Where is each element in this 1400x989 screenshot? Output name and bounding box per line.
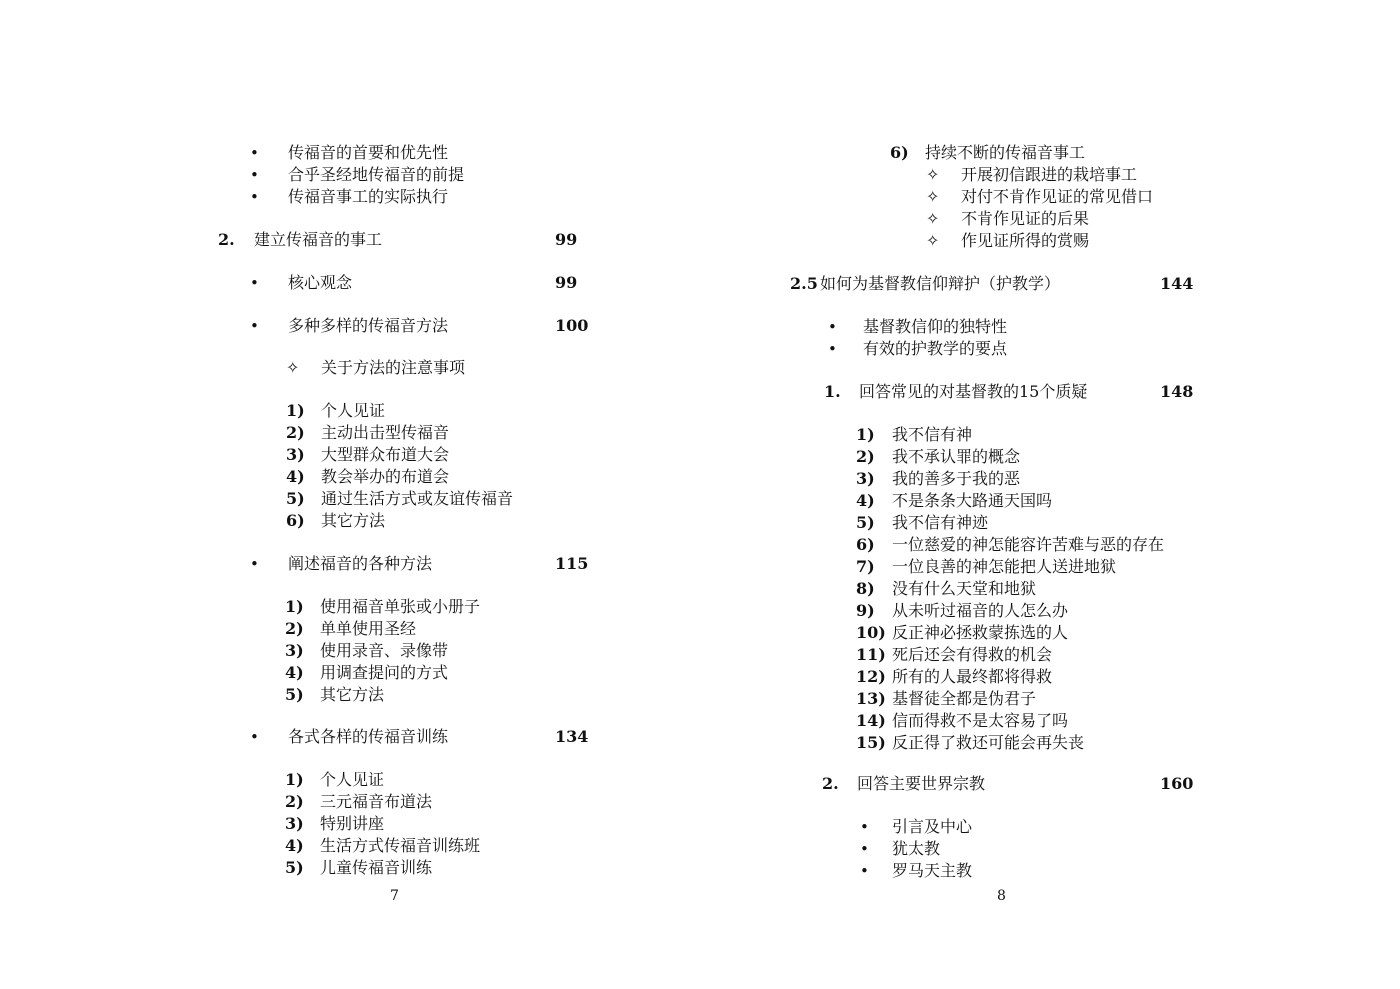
- entry-title: 回答主要世界宗教: [857, 774, 986, 793]
- diamond-icon: ✧: [926, 231, 940, 250]
- entry-number: 2.: [822, 774, 839, 793]
- entry-number: 8): [856, 579, 875, 598]
- left-page-number: 7: [390, 888, 399, 904]
- entry-title: 个人见证: [321, 401, 386, 420]
- entry-number: 4): [856, 491, 875, 510]
- bullet-icon: •: [828, 318, 837, 336]
- entry-title: 所有的人最终都将得救: [892, 667, 1053, 686]
- entry-title: 传福音事工的实际执行: [288, 187, 449, 206]
- entry-number: 5): [285, 685, 304, 704]
- entry-number: 3): [285, 641, 304, 660]
- entry-number: 3): [856, 469, 875, 488]
- entry-number: 5): [856, 513, 875, 532]
- entry-title: 其它方法: [320, 685, 385, 704]
- entry-title: 我的善多于我的恶: [892, 469, 1021, 488]
- entry-title: 持续不断的传福音事工: [925, 143, 1086, 162]
- entry-title: 一位慈爱的神怎能容许苦难与恶的存在: [892, 535, 1165, 554]
- entry-number: 6): [286, 511, 305, 530]
- entry-title: 没有什么天堂和地狱: [892, 579, 1037, 598]
- entry-title: 我不信有神迹: [892, 513, 989, 532]
- entry-title: 作见证所得的赏赐: [961, 231, 1090, 250]
- entry-number: 1): [286, 401, 305, 420]
- entry-page-number: 99: [555, 273, 578, 292]
- diamond-icon: ✧: [926, 165, 940, 184]
- bullet-icon: •: [250, 317, 259, 335]
- bullet-icon: •: [828, 340, 837, 358]
- entry-number: 6): [890, 143, 909, 162]
- diamond-icon: ✧: [286, 358, 300, 377]
- entry-title: 核心观念: [288, 273, 353, 292]
- entry-title: 大型群众布道大会: [321, 445, 450, 464]
- entry-number: 10): [856, 623, 886, 642]
- entry-number: 7): [856, 557, 875, 576]
- entry-number: 4): [285, 663, 304, 682]
- bullet-icon: •: [250, 166, 259, 184]
- bullet-icon: •: [250, 188, 259, 206]
- entry-page-number: 100: [555, 316, 589, 335]
- entry-number: 11): [856, 645, 886, 664]
- entry-number: 2): [285, 619, 304, 638]
- entry-title: 阐述福音的各种方法: [288, 554, 433, 573]
- entry-title: 罗马天主教: [892, 861, 973, 880]
- entry-page-number: 160: [1160, 774, 1194, 793]
- entry-title: 信而得救不是太容易了吗: [892, 711, 1069, 730]
- entry-number: 14): [856, 711, 886, 730]
- entry-number: 4): [286, 467, 305, 486]
- entry-number: 6): [856, 535, 875, 554]
- entry-title: 特别讲座: [320, 814, 385, 833]
- entry-title: 对付不肯作见证的常见借口: [961, 187, 1154, 206]
- entry-title: 通过生活方式或友谊传福音: [321, 489, 514, 508]
- entry-title: 主动出击型传福音: [321, 423, 450, 442]
- entry-title: 反正得了救还可能会再失丧: [892, 733, 1085, 752]
- entry-title: 我不信有神: [892, 425, 973, 444]
- entry-title: 用调查提问的方式: [320, 663, 449, 682]
- entry-number: 3): [285, 814, 304, 833]
- entry-title: 传福音的首要和优先性: [288, 143, 449, 162]
- entry-title: 死后还会有得救的机会: [892, 645, 1053, 664]
- entry-number: 3): [286, 445, 305, 464]
- entry-title: 单单使用圣经: [320, 619, 417, 638]
- entry-number: 5): [286, 489, 305, 508]
- entry-number: 4): [285, 836, 304, 855]
- entry-title: 基督徒全都是伪君子: [892, 689, 1037, 708]
- entry-page-number: 148: [1160, 382, 1194, 401]
- entry-number: 5): [285, 858, 304, 877]
- entry-title: 从未听过福音的人怎么办: [892, 601, 1069, 620]
- right-page-number: 8: [997, 888, 1006, 904]
- entry-title: 反正神必拯救蒙拣选的人: [892, 623, 1069, 642]
- entry-number: 9): [856, 601, 875, 620]
- bullet-icon: •: [860, 818, 869, 836]
- entry-number: 1): [856, 425, 875, 444]
- entry-number: 1): [285, 597, 304, 616]
- entry-title: 犹太教: [892, 839, 941, 858]
- bullet-icon: •: [250, 555, 259, 573]
- entry-title: 开展初信跟进的栽培事工: [961, 165, 1138, 184]
- right-page: [700, 0, 1400, 989]
- diamond-icon: ✧: [926, 187, 940, 206]
- bullet-icon: •: [860, 840, 869, 858]
- entry-title: 回答常见的对基督教的15个质疑: [859, 382, 1088, 401]
- entry-number: 1.: [824, 382, 841, 401]
- entry-number: 13): [856, 689, 886, 708]
- entry-number: 12): [856, 667, 886, 686]
- entry-title: 儿童传福音训练: [320, 858, 433, 877]
- entry-number: 2.5: [790, 274, 818, 293]
- entry-title: 各式各样的传福音训练: [288, 727, 449, 746]
- entry-number: 1): [285, 770, 304, 789]
- entry-title: 合乎圣经地传福音的前提: [288, 165, 465, 184]
- bullet-icon: •: [250, 728, 259, 746]
- entry-title: 多种多样的传福音方法: [288, 316, 449, 335]
- entry-number: 2.: [218, 230, 235, 249]
- entry-title: 其它方法: [321, 511, 386, 530]
- entry-number: 2): [285, 792, 304, 811]
- entry-title: 引言及中心: [892, 817, 973, 836]
- bullet-icon: •: [860, 862, 869, 880]
- entry-number: 2): [856, 447, 875, 466]
- entry-title: 一位良善的神怎能把人送进地狱: [892, 557, 1117, 576]
- entry-title: 生活方式传福音训练班: [320, 836, 481, 855]
- diamond-icon: ✧: [926, 209, 940, 228]
- entry-title: 不是条条大路通天国吗: [892, 491, 1053, 510]
- entry-title: 使用福音单张或小册子: [320, 597, 481, 616]
- entry-title: 我不承认罪的概念: [892, 447, 1021, 466]
- entry-number: 2): [286, 423, 305, 442]
- entry-number: 15): [856, 733, 886, 752]
- entry-title: 有效的护教学的要点: [863, 339, 1008, 358]
- entry-title: 三元福音布道法: [320, 792, 433, 811]
- entry-title: 建立传福音的事工: [254, 230, 383, 249]
- entry-page-number: 99: [555, 230, 578, 249]
- bullet-icon: •: [250, 144, 259, 162]
- bullet-icon: •: [250, 274, 259, 292]
- entry-title: 关于方法的注意事项: [321, 358, 466, 377]
- entry-page-number: 144: [1160, 274, 1194, 293]
- entry-page-number: 134: [555, 727, 589, 746]
- entry-title: 不肯作见证的后果: [961, 209, 1090, 228]
- entry-title: 教会举办的布道会: [321, 467, 450, 486]
- entry-page-number: 115: [555, 554, 589, 573]
- entry-title: 个人见证: [320, 770, 385, 789]
- entry-title: 基督教信仰的独特性: [863, 317, 1008, 336]
- entry-title: 使用录音、录像带: [320, 641, 449, 660]
- entry-title: 如何为基督教信仰辩护（护教学）: [820, 274, 1061, 293]
